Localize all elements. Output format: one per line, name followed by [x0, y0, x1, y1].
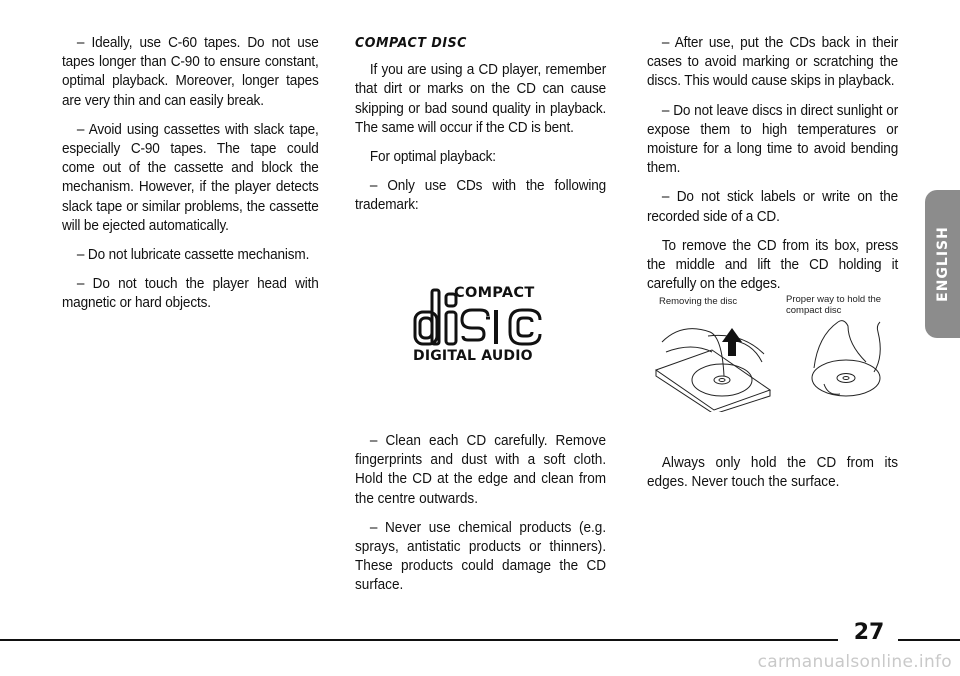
compact-disc-logo: [410, 282, 550, 364]
caption-holding-disc: Proper way to hold the compact disc: [786, 294, 882, 316]
column-2-lower: [355, 432, 606, 606]
paragraph: – Do not stick labels or write on the recorded side of a CD.: [647, 189, 899, 225]
footer-rule-left: [0, 639, 838, 641]
paragraph: – Only use CDs with the following trademark:: [355, 178, 607, 214]
paragraph: – Ideally, use C-60 tapes. Do not use tapes longer than C-90 to ensure constant, optimal playback. Moreover, longer tapes are very thin and can easily break.: [62, 35, 319, 109]
logo-compact-text: COMPACT: [454, 285, 535, 301]
paragraph: – Do not lubricate cassette mechanism.: [76, 247, 310, 264]
paragraph: To remove the CD from its box, press the middle and lift the CD holding it carefully on the edges.: [647, 237, 899, 293]
column-1: [62, 34, 319, 324]
section-heading: COMPACT DISC: [355, 35, 467, 51]
paragraph: – Do not touch the player head with magnetic or hard objects.: [62, 276, 319, 312]
logo-digital-audio-text: DIGITAL AUDIO: [413, 348, 533, 364]
paragraph: – Avoid using cassettes with slack tape, especially C-90 tapes. The tape could come out of the cassette and block the mechanism. However, if the player detects slack tape or similar problems, the cassette will be ejected automatically.: [62, 121, 319, 234]
cd-handling-illustration: [652, 292, 892, 412]
paragraph: – After use, put the CDs back in their cases to avoid marking or scratching the discs. This would cause skips in playback.: [647, 35, 899, 90]
language-tab: [925, 190, 960, 338]
language-tab-label: ENGLISH: [934, 226, 951, 302]
watermark: carmanualsonline.info: [757, 652, 952, 672]
column-3-lower: [647, 454, 898, 492]
footer-rule-right: [898, 639, 960, 641]
paragraph: If you are using a CD player, remember that dirt or marks on the CD can cause skipping or bad sound quality in playback. The same will occur if the CD is bent.: [355, 62, 607, 136]
column-3: [647, 34, 898, 304]
paragraph: – Never use chemical products (e.g. sprays, antistatic products or thinners). These products could damage the CD surface.: [355, 519, 607, 594]
page-number: 27: [853, 620, 885, 645]
paragraph: – Do not leave discs in direct sunlight or expose them to high temperatures or moisture for a long time to avoid bending them.: [647, 102, 899, 177]
paragraph: Always only hold the CD from its edges. Never touch the surface.: [647, 455, 899, 491]
paragraph: For optimal playback:: [369, 149, 496, 166]
caption-removing-disc: Removing the disc: [659, 296, 738, 307]
column-2: [355, 34, 606, 226]
paragraph: – Clean each CD carefully. Remove fingerprints and dust with a soft cloth. Hold the CD at the edge and clean from the centre outwards.: [355, 433, 607, 507]
